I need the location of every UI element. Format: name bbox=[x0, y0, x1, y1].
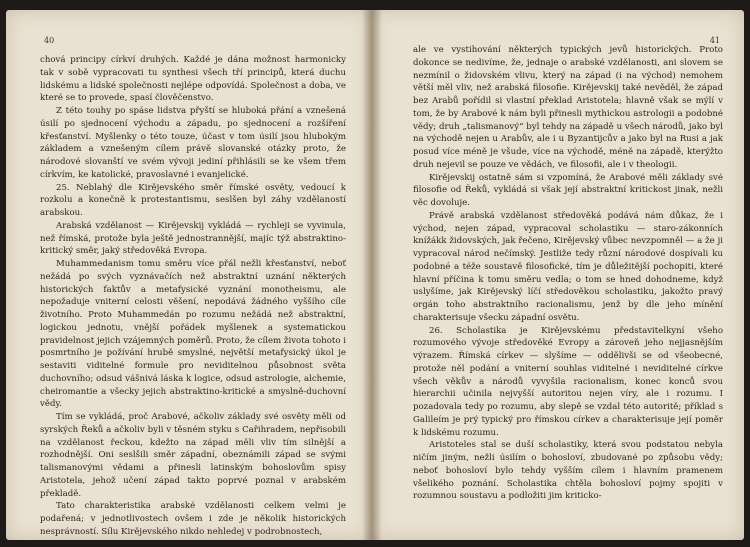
page-body bbox=[40, 54, 346, 539]
paragraph: Právě arabská vzdělanost středověká podává nám důkaz, že i východ, nejen západ, vypracoval scholastiku — staro-zákonních knížákk židovských, jak řečeno, Kirějevský vůbec nevzpomněl — a že ji vypracoval národ nečímský. Jestliže tedy různí národové dospívali ku podobné a téže soustavě filosofické, tím je důležitější pochopiti, které hlavní příčina k tomu směru vedla; o tom se hned dohodneme, když uslyšíme, jak Kirějevský líčí středověkou scholastiku, jakožto pravý orgán toho abstraktního racionalismu, jenž by dle jeho mínění charakterisuje všecku západní osvětu. bbox=[413, 210, 723, 323]
paragraph: 26. Scholastika je Kirějevskému představitelkyní všeho rozumového vývoje středověké Evropy a zároveň jeho nejjasnějším výrazem. Římská církev — slyšíme — oddělivši se od všeobecné, protože něl podání a vniterní souhlas viditelné i neviditelné církve všech věkův a národů vyvyšila racionalism, konec konců svou hierarchii učinila nejvyšší autoritou nejen víry, ale i rozumu. I pozadovala tedy po rozumu, aby slepě se vzdal této autoritě; příklad s Galileím je prý typický pro římskou církev a charakterisuje její poměr k lidskému rozumu. bbox=[413, 325, 723, 438]
left-page bbox=[6, 10, 371, 540]
page-number: 40 bbox=[44, 36, 55, 45]
paragraph: Kirějevskij ostatně sám si vzpomíná, že Arabové měli základy své filosofie od Řeků, vykládá si však její abstraktní kritickost jinak, nežli věc dovoluje. bbox=[413, 172, 723, 208]
page-number: 41 bbox=[709, 36, 720, 45]
paragraph: Tato charakteristika arabské vzdělanosti celkem velmi je podařená; v jednotlivostech ovšem i zde je několik historických nesprávností. Sílu Kirějevského nikdo nehledej v podrobnostech, bbox=[40, 501, 346, 537]
right-page bbox=[371, 10, 744, 540]
paragraph: ale ve vystihování některých typických jevů historických. Proto dokonce se nedivíme, že, jednaje o arabské vzdělanosti, ani slovem se nezmínil o židovském vlivu, který na západ (i na východ) nemohem větší měl vliv, než arabská filosofie. Kirějevskij také nevěděl, že západ bez Arabů pořídil si vlastní překlad Aristotela; hlavně však se mýlí v tom, že by Arabové k nám byli přinesli mythickou astrologii a podobné vědy; druh „talismanový“ byl tehdy na západě u všech národů, jako byl na východě nejen u Arabův, ale i u Byzantijcův a jako byl na Rusi a jak posud více méně je všude, více na východě, méně na západě, kterýžto druh nejevil se pouze ve vědách, ve filosofii, ale i v theologii. bbox=[413, 45, 723, 170]
book-gutter bbox=[362, 10, 382, 540]
paragraph: Muhammedanism tomu směru více přál nežli křesťanství, neboť nežádá po svých vyznávačích než abstraktní uznání některých historických faktův a metafysické vyznání monotheismu, ale nepožaduje vniterní celosti věšení, nepodává žádného vyššího cíle životního. Proto Muhammedán po rozumu nežádá než abstraktní, logickou jednotu, vnější pořádek myšlenek a systematickou pravidelnost jejich vzájemných poměrů. Proto, že cílem života tohoto i posmrtního je požívání hrubě smyslné, největší metafysický úkol je sestaviti viditelné formule pro neviditelnou působnost světa duchovního; odsud vášnivá láska k logice, odsud astrologie, alchemie, cheiromantie a všecky jejich abstraktino-kritické a smyslně-duchovní vědy. bbox=[40, 259, 346, 410]
paragraph: 25. Neblahý dle Kirějevského směr římské osvěty, vedoucí k rozkolu a konečně k protestantismu, seslšen byl záhy vzdělaností arabskou. bbox=[40, 182, 346, 218]
paragraph: chová principy církví druhých. Každé je dána možnost harmonicky tak v sobě vypracovati tu synthesi všech tří principů, která duchu lidskému a lidské společnosti nejlépe odpovídá. Společnost a doba, ve které se to provede, spasí člověčenstvo. bbox=[40, 55, 346, 104]
page-body bbox=[413, 44, 723, 503]
paragraph: Arabská vzdělanost — Kirějevskij vykládá — rychleji se vyvinula, než římská, protože byla ještě jednostrannější, majíc týž abstraktino-kritický směr, jaký středověká Evropa. bbox=[40, 220, 346, 257]
paragraph: Z této touhy po spáse lidstva přyští se hluboká přání a vznešená úsilí po sjednocení východu a západu, po sjednocení a rozšíření křesťanství. Myšlenky o této touze, účast v tom úsilí jsou hlubokým základem a vznešeným cílem právě slovanské otázky proto, že národové slovanští ve svém vývoji jediní přihlásili se ke všem třem církvím, ke katolické, pravoslavné i evanjelické. bbox=[40, 106, 346, 180]
paragraph: Aristoteles stal se duší scholastiky, která svou podstatou nebyla ničím jiným, nežli úsilím o bohosloví, zbudované po způsobu vědy; neboť bohosloví bylo tehdy vyšším cílem i hlavním pramenem všelikého poznání. Scholastika chtěla bohosloví pojmy spojiti v rozumnou soustavu a podložiti jim kriticko- bbox=[413, 440, 723, 502]
paragraph: Tím se vykládá, proč Arabové, ačkoliv základy své osvěty měli od syrských Řeků a ačkoliv byli v těsném styku s Cařihradem, nepřisobili na vzdělanost řeckou, kdežto na západ měli vliv tím silnější a rozhodnější. Oni seslšili směr západní, obeznámili západ se svými talismanovými vědami a přinesli latinským bohoslovům spisy Aristotela, jehož učení západ takto poprvé poznal v arabském překladě. bbox=[40, 412, 346, 499]
